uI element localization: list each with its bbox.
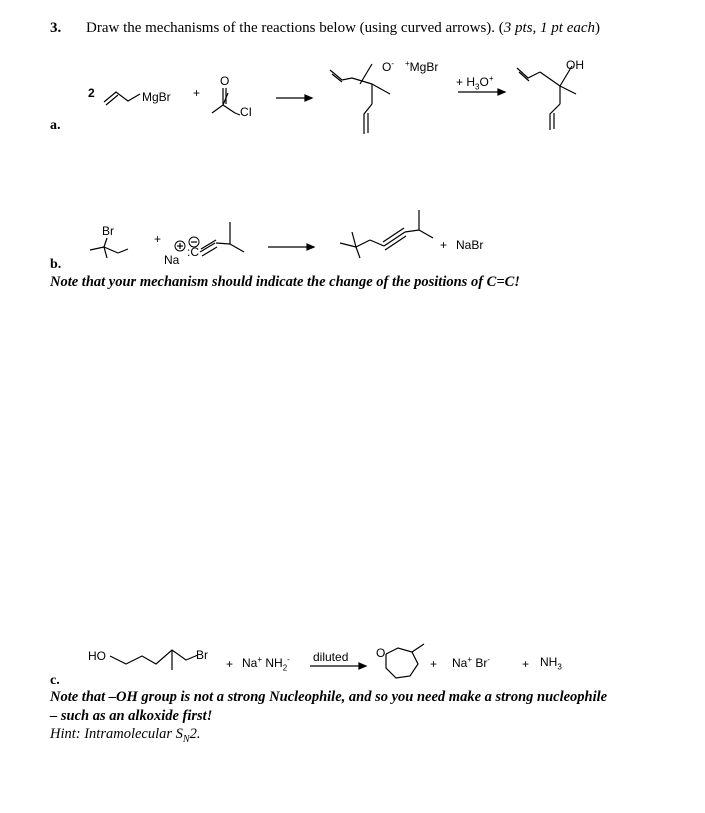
part-a-label: a. [50, 118, 61, 133]
coefficient-2: 2 [88, 86, 95, 100]
acyl-oxygen: O [220, 74, 230, 88]
grignard-label: MgBr [142, 90, 171, 104]
plus-sign-c2: + [430, 657, 438, 671]
part-b-label: b. [50, 257, 62, 272]
carbanion-label: :C [187, 245, 199, 259]
sodium-label: Na [164, 253, 180, 267]
plus-sign-c3: + [522, 657, 530, 671]
question-close: ) [595, 20, 601, 36]
bromide-label: Br [102, 224, 114, 238]
part-c-label: c. [50, 673, 60, 688]
acyl-chlorine: CI [240, 105, 252, 119]
bromo-alcohol-bonds [110, 650, 198, 670]
sodium-amide-label: Na+ $NH_2^-$ [242, 655, 290, 673]
bromo-label: Br [196, 648, 208, 662]
plus-sign-a1: + [193, 86, 201, 100]
reagent-hydronium: + $H_3O^+$ [456, 74, 494, 92]
question-instruction: Draw the mechanisms of the reactions below (using curved arrows). ( [86, 20, 504, 36]
sodium-bromide-ions: Na+ Br- [452, 655, 491, 670]
plus-sign-c1: + [226, 657, 234, 671]
question-number: 3. [50, 20, 62, 36]
question-points: 3 pts, 1 pt each [503, 20, 596, 36]
tetrahydropyran-ring-bonds [386, 644, 424, 678]
product-hydroxyl: OH [566, 58, 584, 72]
plus-sign-b1: + [154, 232, 162, 246]
hydroxyl-label: HO [88, 649, 106, 663]
sodium-bromide-label: NaBr [456, 238, 484, 252]
intermediate-oxygen: O- [382, 59, 395, 74]
plus-sign-b2: + [440, 238, 448, 252]
ring-oxygen: O [376, 646, 386, 660]
part-b-note: Note that your mechanism should indicate the change of the positions of C=C! [50, 274, 520, 290]
ammonia-label: $NH_3$ [540, 655, 562, 672]
part-c-hint: Hint: Intramolecular $S_N2$. [50, 726, 201, 745]
part-c-note-line1: Note that –OH group is not a strong Nucleophile, and so you need make a strong nucleophile [50, 689, 608, 705]
part-c-note-line2: – such as an alkoxide first! [50, 708, 213, 724]
condition-label: diluted [313, 650, 349, 664]
intermediate-counterion: +MgBr [405, 59, 439, 74]
